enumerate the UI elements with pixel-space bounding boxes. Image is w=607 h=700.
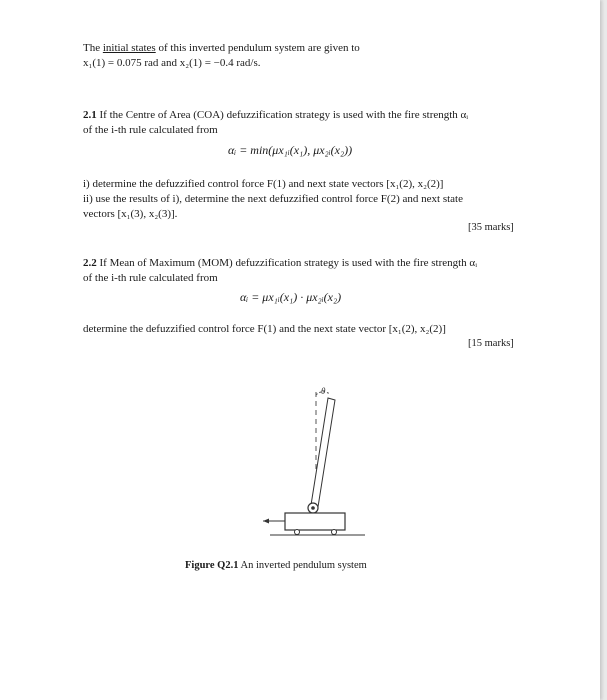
intro-underlined-term: initial states — [102, 42, 156, 54]
intro-line-2: x₁(1) = 0.075 rad and x₂(1) = −0.4 rad/s. — [83, 57, 261, 69]
intro-prefix: The — [83, 42, 101, 54]
figure-caption-label: Figure Q2.1 — [185, 560, 239, 571]
q21-number: 2.1 — [83, 109, 97, 121]
q21-item-i: i) determine the defuzzified control force F(1) and next state vectors [x₁(2), x₂(2)] — [83, 178, 444, 190]
pendulum-rod — [311, 398, 335, 507]
q21-item-ii-line-1: ii) use the results of i), determine the next defuzzified control force F(2) and next state — [83, 193, 463, 205]
q21-line-2: of the i-th rule calculated from — [83, 124, 218, 136]
intro-suffix: of this inverted pendulum system are given to — [158, 42, 360, 54]
q22-line-1-text: If Mean of Maximum (MOM) defuzzification strategy is used with the fire strength αᵢ — [99, 257, 477, 269]
cart-wheel-right — [332, 530, 337, 535]
q22-number: 2.2 — [83, 257, 97, 269]
figure-caption — [185, 558, 367, 573]
q21-equation: αᵢ = min(μx₁ᵢ(x₁), μx₂ᵢ(x₂)) — [228, 143, 353, 157]
q22-marks: [15 marks] — [468, 338, 514, 349]
cart-wheel-left — [295, 530, 300, 535]
q21-marks: [35 marks] — [468, 222, 514, 233]
q21-item-ii-line-2: vectors [x₁(3), x₂(3)]. — [83, 208, 178, 220]
pivot-center — [311, 506, 315, 510]
cart-body — [285, 513, 345, 530]
theta-label: θ — [321, 386, 326, 396]
q22-equation: αᵢ = μx₁ᵢ(x₁) · μx₂ᵢ(x₂) — [240, 290, 342, 304]
q22-line-3: determine the defuzzified control force F(1) and the next state vector [x₁(2), x₂(2)] — [83, 323, 446, 335]
force-arrowhead — [263, 519, 269, 524]
figure-caption-text: An inverted pendulum system — [240, 560, 367, 571]
q21-line-1-text: If the Centre of Area (COA) defuzzification strategy is used with the fire strength αᵢ — [99, 109, 469, 121]
q22-line-2: of the i-th rule calculated from — [83, 272, 218, 284]
